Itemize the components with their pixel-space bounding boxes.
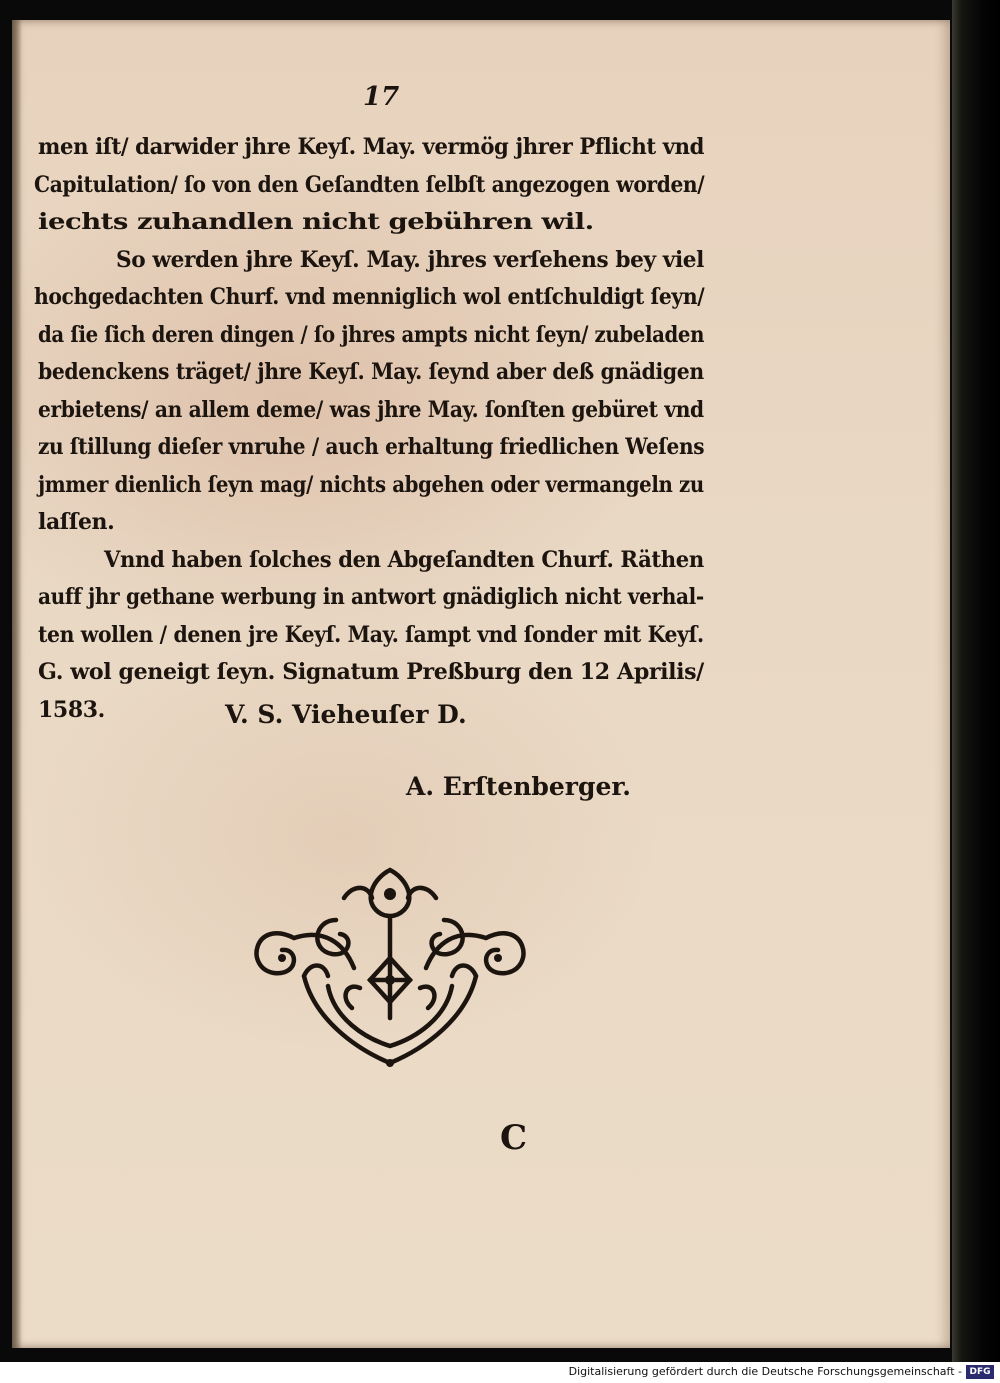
text-line-content: So werden jhre Keyſ. May. jhres verſehens bey viel [116, 246, 704, 273]
floral-ornament-icon [244, 858, 536, 1070]
scanner-bed-edge [952, 0, 1000, 1362]
text-line-content: jmmer dienlich ſeyn mag/ nichts abgehen oder vermangeln zu [38, 471, 704, 498]
text-line [32, 541, 722, 579]
body-text [32, 128, 722, 728]
text-line [32, 653, 722, 691]
text-line [32, 316, 722, 354]
text-line-content: laſſen. [38, 509, 115, 535]
text-line [32, 353, 722, 391]
text-line-content: auff jhr gethane werbung in antwort gnädiglich nicht verhal- [38, 584, 704, 610]
dfg-logo: DFG [966, 1365, 994, 1379]
signature-vieheuser: V. S. Vieheuſer D. [225, 700, 467, 729]
text-line-content: iechts zuhandlen nicht gebühren wil. [38, 209, 594, 235]
text-line-content: ten wollen / denen jre Keyſ. May. ſampt vnd ſonder mit Keyſ. [38, 621, 704, 648]
text-line-content: G. wol geneigt ſeyn. Signatum Preßburg den 12 Aprilis/ [38, 659, 704, 685]
text-line [32, 203, 722, 241]
text-line [32, 278, 722, 316]
footer-bar [0, 1362, 1000, 1383]
signature-erstenberger: A. Erſtenberger. [406, 772, 631, 801]
text-line [32, 503, 722, 541]
page-number: 17 [363, 82, 400, 112]
text-line [32, 391, 722, 429]
text-line-content: Vnnd haben ſolches den Abgeſandten Churf. Räthen [104, 546, 704, 573]
text-line [32, 166, 722, 204]
text-line-content: Capitulation/ ſo von den Geſandten ſelbſt angezogen worden/ [34, 171, 705, 198]
text-line-content: erbietens/ an allem deme/ was jhre May. ſonſten gebüret vnd [38, 396, 704, 423]
text-line [32, 128, 722, 166]
text-line-content: da ſie ſich deren dingen / ſo jhres ampts nicht ſeyn/ zubeladen [38, 321, 705, 348]
text-line-content: 1583. [38, 696, 105, 723]
text-line-content: men iſt/ darwider jhre Keyſ. May. vermög jhrer Pflicht vnd [38, 134, 705, 160]
catchword: C [500, 1118, 528, 1158]
text-line-content: hochgedachten Churf. vnd menniglich wol entſchuldigt ſeyn/ [34, 284, 705, 310]
text-line [32, 428, 722, 466]
text-line [32, 241, 722, 279]
text-line [32, 616, 722, 654]
text-line-content: zu ſtillung dieſer vnruhe / auch erhaltung friedlichen Weſens [38, 434, 705, 460]
text-line [32, 466, 722, 504]
footer-credit: Digitalisierung gefördert durch die Deutsche Forschungsgemeinschaft - [568, 1365, 962, 1378]
book-page [12, 20, 950, 1348]
text-line-content: bedenckens träget/ jhre Keyſ. May. ſeynd aber deß gnädigen [38, 359, 704, 385]
text-line [32, 578, 722, 616]
